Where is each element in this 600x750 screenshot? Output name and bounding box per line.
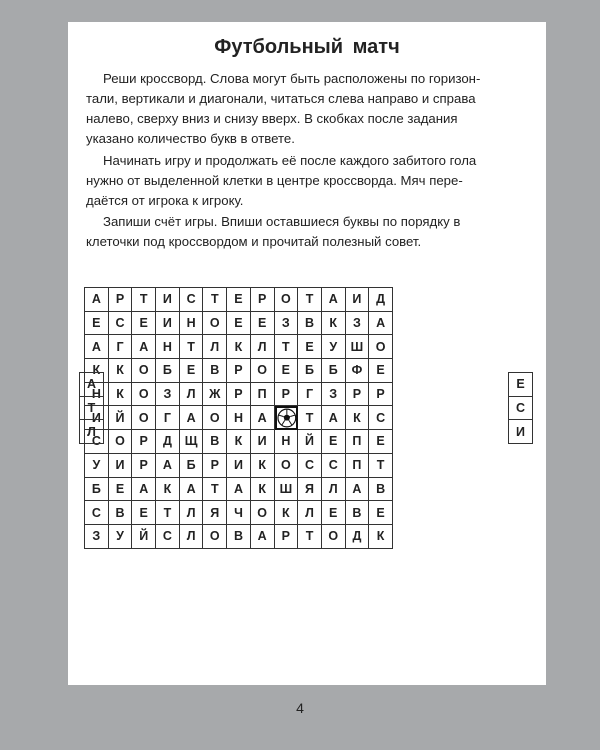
grid-cell: У: [109, 525, 133, 549]
grid-cell: Р: [203, 454, 227, 478]
grid-cell: С: [156, 525, 180, 549]
goal-cell: Л: [80, 420, 104, 444]
grid-cell: К: [227, 335, 251, 359]
grid-cell: Т: [298, 406, 322, 430]
page-title: Футбольный матч: [214, 36, 400, 58]
grid-cell: Т: [156, 501, 180, 525]
grid-cell: Т: [180, 335, 204, 359]
grid-cell: Я: [298, 478, 322, 502]
grid-cell: Й: [298, 430, 322, 454]
instruction-line: нужно от выделенной клетки в центре кроссворда. Мяч пере-: [86, 173, 463, 188]
grid-cell: О: [203, 406, 227, 430]
grid-cell: Е: [227, 288, 251, 312]
grid-cell: Р: [251, 288, 275, 312]
start-ball-cell: [275, 406, 299, 430]
grid-cell: Н: [180, 312, 204, 336]
grid-cell: К: [109, 383, 133, 407]
grid-cell: Е: [180, 359, 204, 383]
grid-cell: П: [346, 430, 370, 454]
grid-cell: Е: [132, 501, 156, 525]
grid-cell: Е: [251, 312, 275, 336]
grid-cell: К: [251, 478, 275, 502]
grid-cell: А: [180, 406, 204, 430]
grid-cell: К: [251, 454, 275, 478]
grid-cell: Л: [251, 335, 275, 359]
grid-cell: Б: [180, 454, 204, 478]
grid-cell: П: [251, 383, 275, 407]
grid-cell: Б: [322, 359, 346, 383]
grid-cell: Т: [369, 454, 393, 478]
grid-cell: Р: [132, 454, 156, 478]
grid-cell: И: [346, 288, 370, 312]
grid-cell: С: [298, 454, 322, 478]
grid-cell: А: [346, 478, 370, 502]
grid-cell: О: [322, 525, 346, 549]
grid-cell: К: [156, 478, 180, 502]
grid-cell: Д: [369, 288, 393, 312]
grid-cell: Е: [227, 312, 251, 336]
grid-cell: З: [322, 383, 346, 407]
goal-cell: И: [509, 420, 533, 444]
instruction-line: Реши кроссворд. Слова могут быть расположены по горизон-: [103, 71, 481, 86]
grid-cell: П: [346, 454, 370, 478]
grid-cell: Ш: [275, 478, 299, 502]
grid-cell: Я: [203, 501, 227, 525]
grid-cell: Р: [275, 525, 299, 549]
page-number: 4: [296, 700, 304, 716]
grid-cell: Н: [85, 383, 109, 407]
grid-cell: С: [322, 454, 346, 478]
grid-cell: А: [85, 288, 109, 312]
grid-cell: А: [85, 335, 109, 359]
grid-cell: И: [156, 288, 180, 312]
grid-cell: Н: [156, 335, 180, 359]
grid-cell: С: [85, 430, 109, 454]
grid-cell: О: [369, 335, 393, 359]
grid-cell: В: [109, 501, 133, 525]
grid-cell: З: [85, 525, 109, 549]
goal-cell: Т: [80, 397, 104, 421]
grid-cell: С: [369, 406, 393, 430]
grid-cell: О: [132, 406, 156, 430]
grid-cell: Ш: [346, 335, 370, 359]
grid-cell: О: [275, 288, 299, 312]
grid-cell: Л: [180, 383, 204, 407]
grid-cell: А: [132, 335, 156, 359]
grid-cell: Л: [322, 478, 346, 502]
instruction-line: налево, сверху вниз и снизу вверх. В скобках после задания: [86, 111, 458, 126]
instruction-paragraph-2: [86, 151, 532, 211]
grid-cell: О: [251, 359, 275, 383]
grid-cell: В: [203, 430, 227, 454]
grid-cell: Е: [85, 312, 109, 336]
grid-cell: Л: [203, 335, 227, 359]
grid-cell: З: [346, 312, 370, 336]
grid-cell: В: [346, 501, 370, 525]
grid-cell: О: [275, 454, 299, 478]
grid-cell: К: [346, 406, 370, 430]
grid-cell: О: [251, 501, 275, 525]
grid-cell: И: [156, 312, 180, 336]
grid-cell: С: [85, 501, 109, 525]
grid-cell: К: [275, 501, 299, 525]
grid-cell: Р: [227, 359, 251, 383]
grid-cell: Ф: [346, 359, 370, 383]
grid-cell: О: [132, 359, 156, 383]
grid-cell: Н: [275, 430, 299, 454]
grid-cell: А: [251, 525, 275, 549]
crossword-grid: [84, 287, 393, 549]
grid-cell: З: [275, 312, 299, 336]
grid-cell: В: [369, 478, 393, 502]
grid-cell: Щ: [180, 430, 204, 454]
grid-cell: Т: [203, 478, 227, 502]
grid-cell: О: [109, 430, 133, 454]
goal-cell: С: [509, 397, 533, 421]
instruction-paragraph-1: [86, 69, 532, 149]
grid-cell: Л: [180, 501, 204, 525]
grid-cell: И: [227, 454, 251, 478]
grid-cell: И: [109, 454, 133, 478]
grid-cell: Н: [227, 406, 251, 430]
grid-cell: Е: [109, 478, 133, 502]
grid-cell: Р: [346, 383, 370, 407]
grid-cell: Й: [109, 406, 133, 430]
grid-cell: Т: [298, 525, 322, 549]
grid-cell: Р: [275, 383, 299, 407]
grid-cell: О: [132, 383, 156, 407]
grid-cell: А: [322, 288, 346, 312]
workbook-page: [68, 22, 546, 685]
instruction-line: клеточки под кроссвордом и прочитай полезный совет.: [86, 234, 422, 249]
grid-cell: И: [251, 430, 275, 454]
grid-cell: Г: [109, 335, 133, 359]
grid-cell: Б: [156, 359, 180, 383]
grid-cell: Е: [322, 430, 346, 454]
grid-cell: Е: [369, 359, 393, 383]
grid-cell: К: [109, 359, 133, 383]
goal-cell: А: [80, 373, 104, 397]
grid-cell: Л: [298, 501, 322, 525]
grid-cell: Л: [180, 525, 204, 549]
grid-cell: А: [132, 478, 156, 502]
grid-cell: У: [85, 454, 109, 478]
grid-cell: В: [203, 359, 227, 383]
grid-cell: К: [227, 430, 251, 454]
grid-cell: Ч: [227, 501, 251, 525]
instruction-line: указано количество букв в ответе.: [86, 131, 295, 146]
grid-cell: А: [251, 406, 275, 430]
grid-cell: О: [203, 525, 227, 549]
instruction-paragraph-3: [86, 212, 532, 252]
grid-cell: А: [180, 478, 204, 502]
grid-cell: К: [322, 312, 346, 336]
grid-cell: Т: [132, 288, 156, 312]
grid-cell: Е: [369, 501, 393, 525]
grid-cell: А: [322, 406, 346, 430]
instruction-line: даётся от игрока к игроку.: [86, 193, 244, 208]
grid-cell: Р: [227, 383, 251, 407]
grid-cell: Й: [132, 525, 156, 549]
grid-cell: Е: [369, 430, 393, 454]
grid-cell: А: [369, 312, 393, 336]
grid-cell: Е: [132, 312, 156, 336]
grid-cell: Г: [298, 383, 322, 407]
grid-cell: Р: [132, 430, 156, 454]
grid-cell: С: [109, 312, 133, 336]
grid-cell: З: [156, 383, 180, 407]
grid-cell: И: [85, 406, 109, 430]
grid-cell: В: [227, 525, 251, 549]
grid-cell: Б: [85, 478, 109, 502]
grid-cell: Т: [298, 288, 322, 312]
grid-cell: Т: [203, 288, 227, 312]
grid-cell: Е: [275, 359, 299, 383]
instruction-line: Запиши счёт игры. Впиши оставшиеся буквы по порядку в: [103, 214, 461, 229]
left-goal-column: [79, 372, 104, 444]
grid-cell: Т: [275, 335, 299, 359]
grid-cell: В: [298, 312, 322, 336]
grid-cell: К: [369, 525, 393, 549]
grid-cell: Е: [298, 335, 322, 359]
goal-cell: Е: [509, 373, 533, 397]
grid-cell: Е: [322, 501, 346, 525]
grid-cell: Р: [109, 288, 133, 312]
grid-cell: С: [180, 288, 204, 312]
grid-cell: К: [85, 359, 109, 383]
grid-cell: Б: [298, 359, 322, 383]
grid-cell: Ж: [203, 383, 227, 407]
grid-cell: А: [227, 478, 251, 502]
grid-cell: Д: [156, 430, 180, 454]
grid-cell: А: [156, 454, 180, 478]
grid-cell: О: [203, 312, 227, 336]
instruction-line: тали, вертикали и диагонали, читаться слева направо и справа: [86, 91, 476, 106]
grid-cell: У: [322, 335, 346, 359]
right-goal-column: [508, 372, 533, 444]
instruction-line: Начинать игру и продолжать её после каждого забитого гола: [103, 153, 477, 168]
grid-cell: Г: [156, 406, 180, 430]
grid-cell: Д: [346, 525, 370, 549]
grid-cell: Р: [369, 383, 393, 407]
soccer-ball-icon: [277, 408, 297, 428]
